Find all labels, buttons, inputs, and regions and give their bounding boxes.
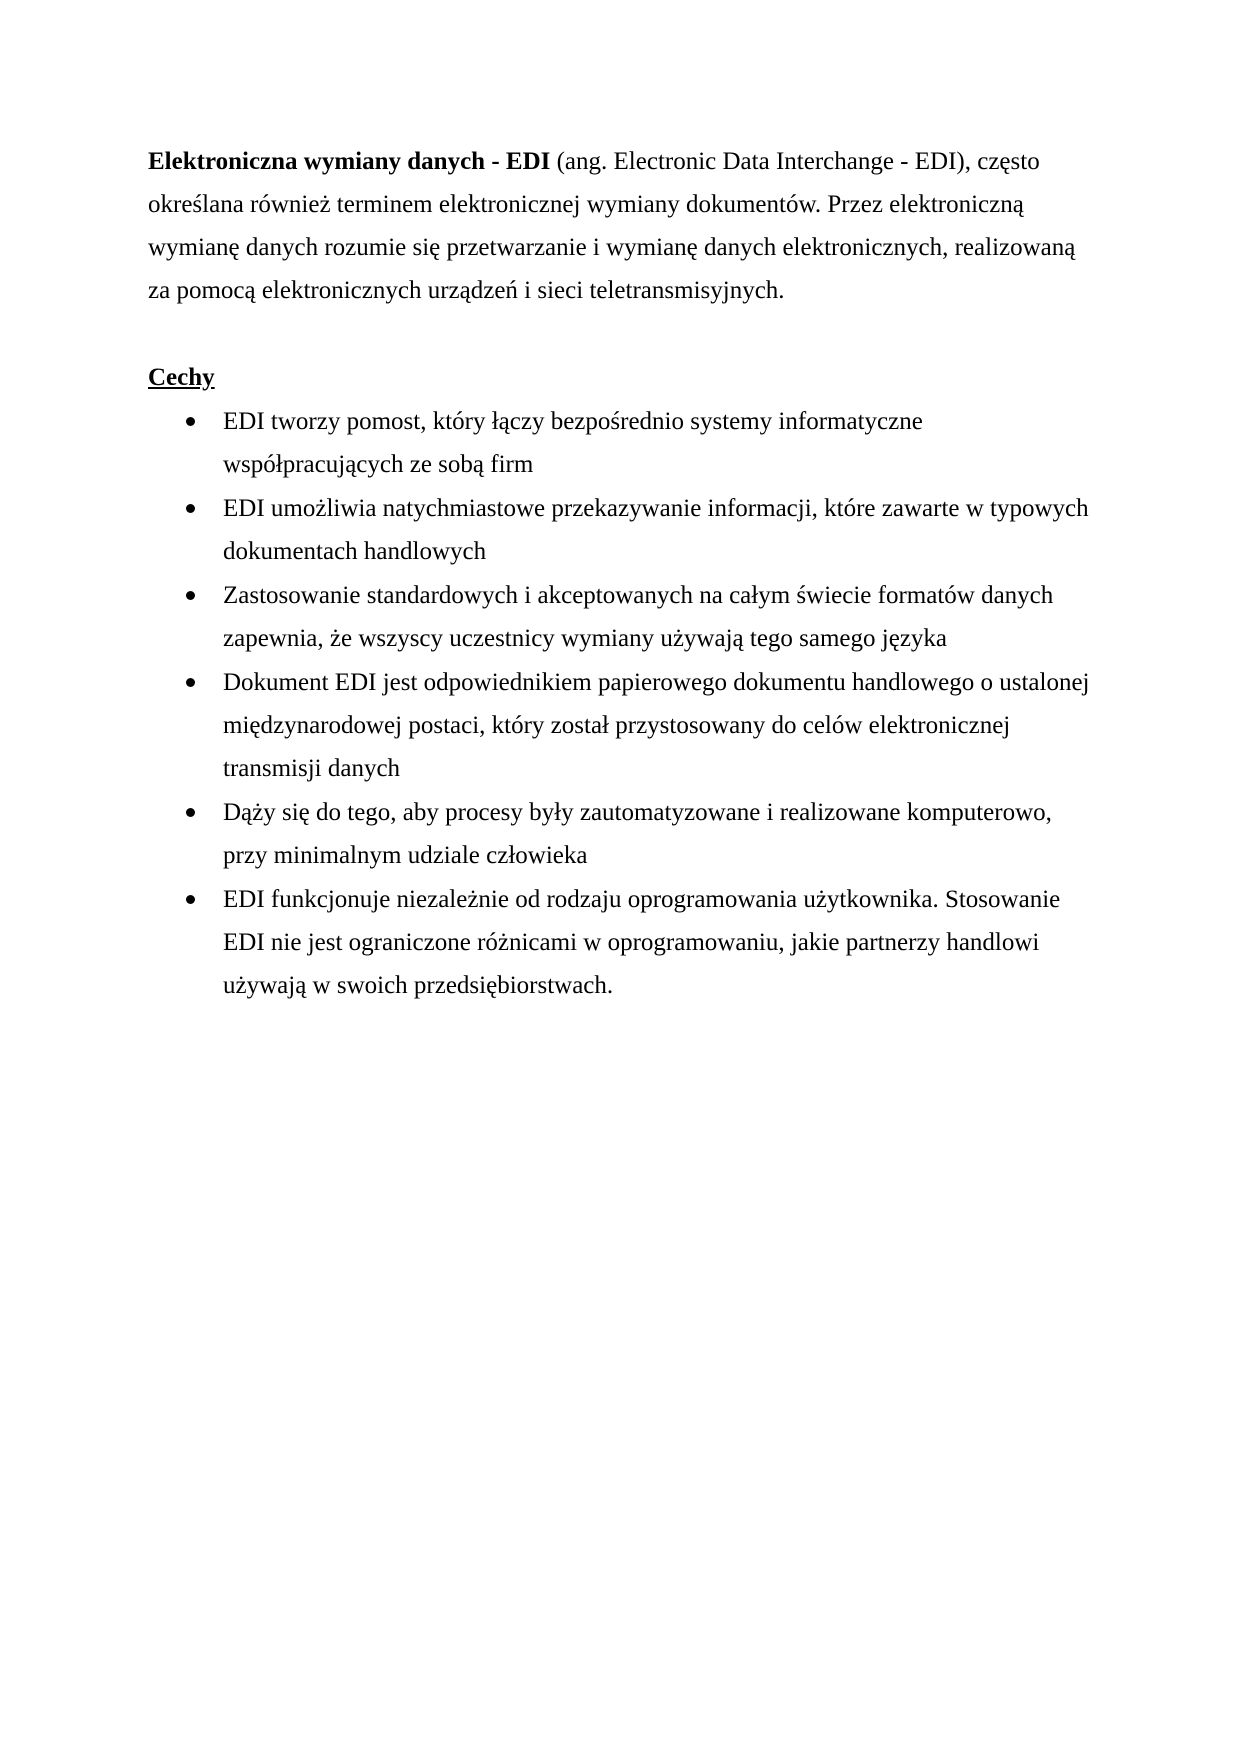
intro-title: Elektroniczna wymiany danych - EDI [148, 148, 551, 175]
bullet-icon [186, 678, 195, 687]
section-heading-cechy: Cechy [148, 364, 215, 391]
list-item-text: EDI tworzy pomost, który łączy bezpośrednio systemy informatyczne współpracujących ze sobą firm [223, 408, 923, 478]
list-item [148, 574, 1098, 660]
bullet-icon [186, 504, 195, 513]
list-item-text: Zastosowanie standardowych i akceptowanych na całym świecie formatów danych zapewnia, że wszyscy uczestnicy wymiany używają tego samego języka [223, 582, 1054, 652]
list-item-text: Dąży się do tego, aby procesy były zautomatyzowane i realizowane komputerowo, przy minimalnym udziale człowieka [223, 799, 1052, 869]
list-item-text: EDI funkcjonuje niezależnie od rodzaju oprogramowania użytkownika. Stosowanie EDI nie jest ograniczone różnicami w oprogramowaniu, jakie partnerzy handlowi używają w swoich przedsiębiorstwach. [223, 886, 1061, 999]
bullet-icon [186, 591, 195, 600]
bullet-icon [186, 417, 195, 426]
bullet-icon [186, 808, 195, 817]
list-item [148, 791, 1098, 877]
intro-text: (ang. Electronic Data Interchange - EDI), często określana również terminem elektronicznej wymiany dokumentów. Przez elektroniczną wymianę danych rozumie się przetwarzanie i wymianę danych elektronicznych, realizowaną za pomocą elektronicznych urządzeń i sieci teletransmisyjnych. [148, 148, 1076, 304]
list-item-text: EDI umożliwia natychmiastowe przekazywanie informacji, które zawarte w typowych dokumentach handlowych [223, 495, 1089, 565]
list-item [148, 878, 1098, 1007]
features-list [148, 400, 1098, 1008]
list-item [148, 487, 1098, 573]
bullet-icon [186, 895, 195, 904]
list-item-text: Dokument EDI jest odpowiednikiem papierowego dokumentu handlowego o ustalonej międzynarodowej postaci, który został przystosowany do celów elektronicznej transmisji danych [223, 669, 1090, 782]
list-item [148, 400, 1098, 486]
list-item [148, 661, 1098, 790]
intro-paragraph [148, 140, 1098, 312]
